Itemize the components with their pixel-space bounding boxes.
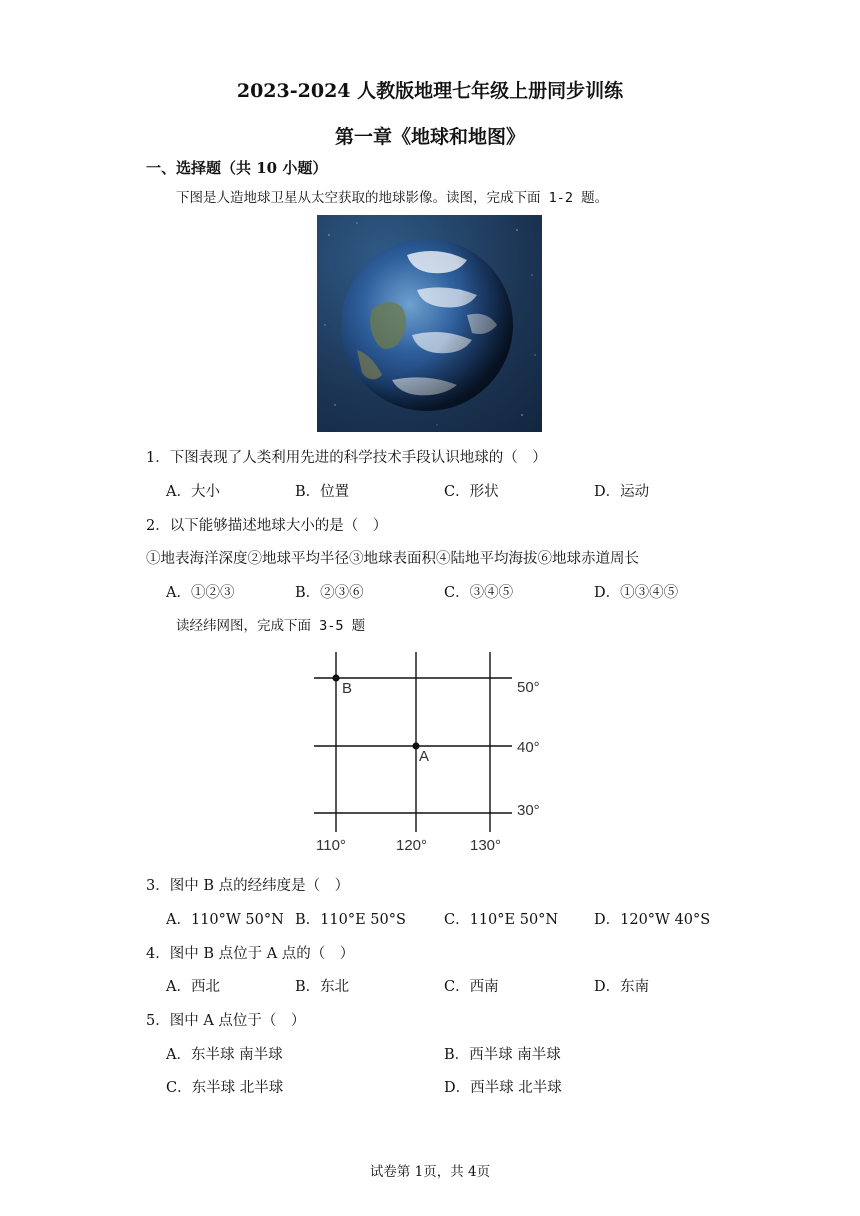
- lat-long-grid-map: [310, 650, 560, 860]
- question-4-stem: 4．图中 B 点位于 A 点的（ ）: [146, 946, 355, 962]
- lat-label-40: 40°: [517, 739, 540, 756]
- q2-option-a[interactable]: A．①②③: [166, 585, 235, 601]
- q3-option-d[interactable]: D．120°W 40°S: [594, 912, 711, 928]
- q5-option-c[interactable]: C．东半球 北半球: [166, 1080, 284, 1096]
- q4-option-a[interactable]: A．西北: [166, 979, 220, 995]
- q1-option-b[interactable]: B．位置: [295, 484, 350, 500]
- q3-option-a[interactable]: A．110°W 50°N: [166, 912, 284, 928]
- lon-label-110: 110°: [316, 837, 346, 854]
- page-footer: 试卷第 1页，共 4页: [369, 1164, 491, 1180]
- q3-option-b[interactable]: B．110°E 50°S: [295, 912, 406, 928]
- q5-option-d[interactable]: D．西半球 北半球: [444, 1080, 562, 1096]
- q1-option-d[interactable]: D．运动: [594, 484, 650, 500]
- question-5-stem: 5．图中 A 点位于（ ）: [146, 1013, 306, 1029]
- q2-option-d[interactable]: D．①③④⑤: [594, 585, 679, 601]
- lat-label-30: 30°: [517, 802, 540, 819]
- q2-option-b[interactable]: B．②③⑥: [295, 585, 364, 601]
- lon-label-130: 130°: [470, 837, 502, 854]
- q2-option-c[interactable]: C．③④⑤: [444, 585, 514, 601]
- section-heading: 一、选择题（共 10 小题）: [146, 159, 328, 177]
- q5-option-a[interactable]: A．东半球 南半球: [166, 1047, 283, 1063]
- earth-satellite-image: [317, 215, 542, 432]
- q1-option-a[interactable]: A．大小: [166, 484, 220, 500]
- document-title: 2023-2024 人教版地理七年级上册同步训练: [236, 80, 624, 102]
- lon-label-120: 120°: [396, 837, 428, 854]
- question-2-stem: 2．以下能够描述地球大小的是（ ）: [146, 518, 388, 534]
- q4-option-c[interactable]: C．西南: [444, 979, 499, 995]
- question-1-stem: 1．下图表现了人类利用先进的科学技术手段认识地球的（ ）: [146, 450, 547, 466]
- question-3-stem: 3．图中 B 点的经纬度是（ ）: [146, 878, 350, 894]
- intro-text-grid: 读经纬网图，完成下面 3-5 题: [176, 618, 366, 634]
- q5-option-b[interactable]: B．西半球 南半球: [444, 1047, 561, 1063]
- chapter-title: 第一章《地球和地图》: [334, 126, 525, 148]
- point-b-label: B: [342, 680, 353, 697]
- q1-option-c[interactable]: C．形状: [444, 484, 499, 500]
- q3-option-c[interactable]: C．110°E 50°N: [444, 912, 559, 928]
- point-a-label: A: [419, 748, 430, 765]
- lat-label-50: 50°: [517, 679, 540, 696]
- q4-option-d[interactable]: D．东南: [594, 979, 650, 995]
- question-2-statements: ①地表海洋深度②地球平均半径③地球表面积④陆地平均海拔⑥地球赤道周长: [146, 551, 639, 567]
- point-b-marker: [332, 674, 339, 681]
- q4-option-b[interactable]: B．东北: [295, 979, 350, 995]
- intro-text-earth: 下图是人造地球卫星从太空获取的地球影像。读图，完成下面 1-2 题。: [176, 190, 609, 206]
